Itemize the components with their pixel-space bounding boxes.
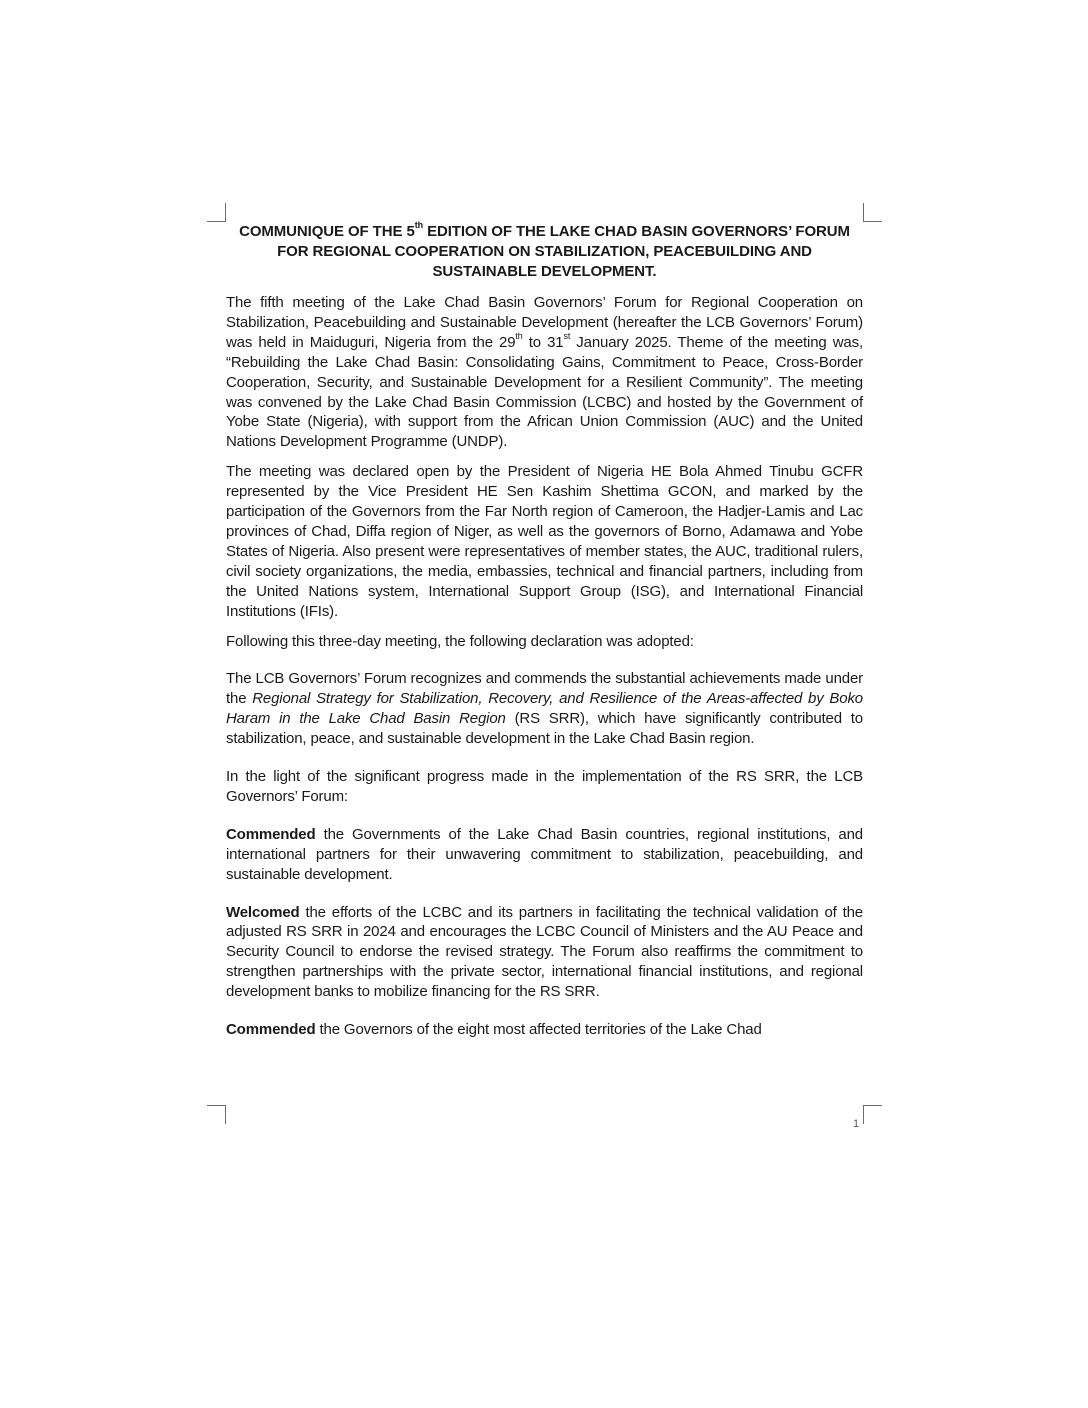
crop-mark-top-right <box>863 203 882 222</box>
paragraph-recognition: The LCB Governors’ Forum recognizes and commends the substantial achievements made under the Regional Strategy for Stabilization, Recovery, and Resilience of the Areas-affected by Boko Haram in the Lake Chad Basin Region (RS SRR), which have significantly contributed to stabilization, peace, and sustainable development in the Lake Chad Basin region. <box>226 670 863 748</box>
page-number: 1 <box>853 1118 860 1130</box>
document-title: COMMUNIQUE OF THE 5th EDITION OF THE LAKE CHAD BASIN GOVERNORS’ FORUM FOR REGIONAL COOPERATION ON STABILIZATION, PEACEBUILDING AND SUSTAINABLE DEVELOPMENT. <box>239 220 850 280</box>
paragraph-commended-governments: Commended the Governments of the Lake Chad Basin countries, regional institutions, and international partners for their unwavering commitment to stabilization, peacebuilding, and sustainable development. <box>226 825 863 883</box>
crop-mark-bottom-right <box>863 1105 882 1124</box>
document-body <box>226 222 863 1040</box>
crop-mark-top-left <box>207 203 226 222</box>
paragraph-commended-governors: Commended the Governors of the eight most affected territories of the Lake Chad <box>226 1021 762 1039</box>
paragraph-opening: The meeting was declared open by the President of Nigeria HE Bola Ahmed Tinubu GCFR represented by the Vice President HE Sen Kashim Shettima GCON, and marked by the participation of the Governors from the Far North region of Cameroon, the Hadjer-Lamis and Lac provinces of Chad, Diffa region of Niger, as well as the governors of Borno, Adamawa and Yobe States of Nigeria. Also present were representatives of member states, the AUC, traditional rulers, civil society organizations, the media, embassies, technical and financial partners, including from the United Nations system, International Support Group (ISG), and International Financial Institutions (IFIs). <box>226 463 863 620</box>
paragraph-declaration-lead: Following this three-day meeting, the following declaration was adopted: <box>226 632 694 650</box>
crop-mark-bottom-left <box>207 1105 226 1124</box>
paragraph-intro: The fifth meeting of the Lake Chad Basin Governors’ Forum for Regional Cooperation on Stabilization, Peacebuilding and Sustainable Development (hereafter the LCB Governors’ Forum) was held in Maiduguri, Nigeria from the 29th to 31st January 2025. Theme of the meeting was, “Rebuilding the Lake Chad Basin: Consolidating Gains, Commitment to Peace, Cross-Border Cooperation, Security, and Sustainable Development for a Resilient Community”. The meeting was convened by the Lake Chad Basin Commission (LCBC) and hosted by the Government of Yobe State (Nigeria), with support from the African Union Commission (AUC) and the United Nations Development Programme (UNDP). <box>226 294 863 451</box>
paragraph-welcomed: Welcomed the efforts of the LCBC and its partners in facilitating the technical validation of the adjusted RS SRR in 2024 and encourages the LCBC Council of Ministers and the AU Peace and Security Council to endorse the revised strategy. The Forum also reaffirms the commitment to strengthen partnerships with the private sector, international financial institutions, and regional development banks to mobilize financing for the RS SRR. <box>226 903 863 1001</box>
paragraph-progress: In the light of the significant progress made in the implementation of the RS SRR, the LCB Governors’ Forum: <box>226 768 863 805</box>
